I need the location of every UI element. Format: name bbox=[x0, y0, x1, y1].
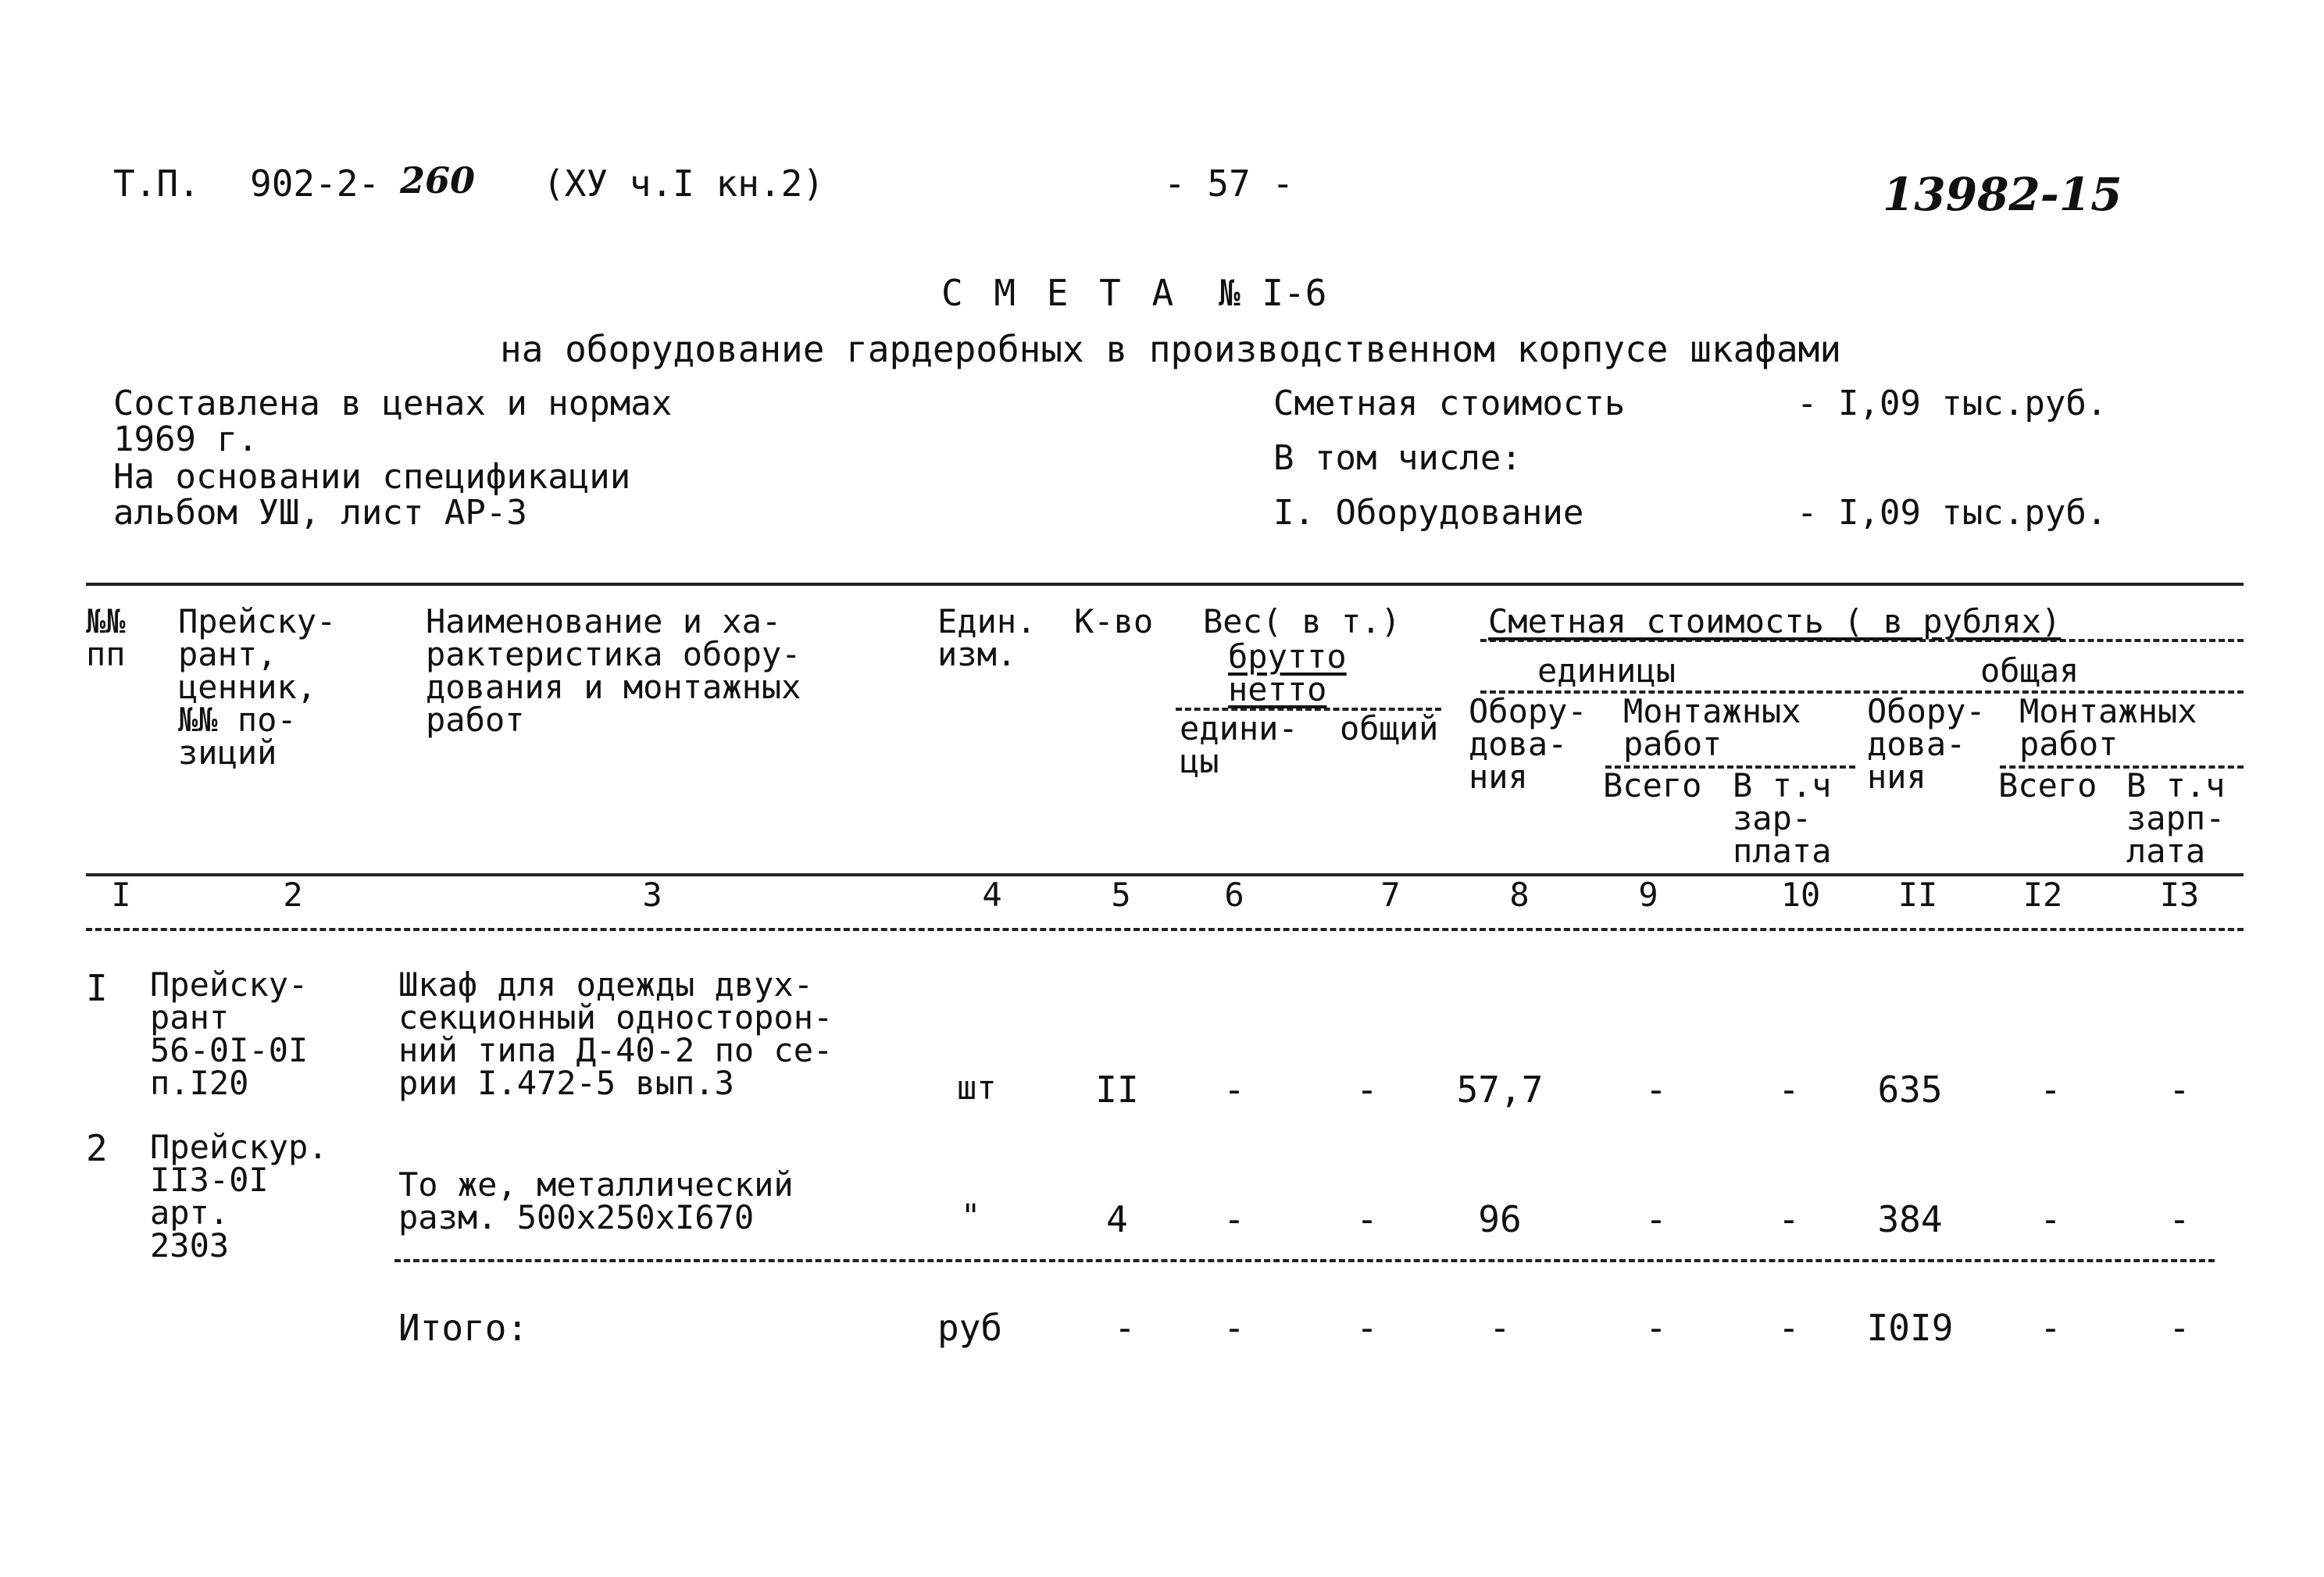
total-label: Итого: bbox=[398, 1307, 529, 1349]
row-number: I bbox=[86, 967, 108, 1009]
basis-line-1: Составлена в ценах и нормах bbox=[113, 384, 673, 423]
header-mount-unit-wage: В т.ч зар- плата bbox=[1733, 766, 1832, 870]
column-number: 7 bbox=[1380, 876, 1401, 914]
estimated-cost-value: - I,09 тыс.руб. bbox=[1797, 384, 2108, 423]
subtotal-rule bbox=[394, 1259, 2215, 1262]
total-equipment-unit: - bbox=[1489, 1307, 1511, 1349]
header-pricelist: Прейску- рант, ценник, №№ по- зиций bbox=[178, 602, 337, 772]
row-mount-total-wage: - bbox=[2169, 1198, 2190, 1240]
tp-handwritten-number: 260 bbox=[400, 159, 476, 202]
total-weight-unit: - bbox=[1223, 1307, 1245, 1349]
tp-number: 902-2- bbox=[250, 162, 380, 205]
header-equipment-total: Обору- дова- ния bbox=[1867, 692, 1986, 796]
including-label: В том числе: bbox=[1273, 438, 1522, 478]
row-mount-total-all: - bbox=[2040, 1069, 2062, 1111]
row-mount-unit-wage: - bbox=[1778, 1198, 1800, 1240]
row-equipment-unit: 96 bbox=[1478, 1198, 1522, 1240]
row-name: Шкаф для одежды двух- секционный односторон- ний типа Д-40-2 по се- рии I.472-5 вып.3 bbox=[398, 965, 834, 1102]
column-numbers-rule bbox=[86, 928, 2244, 931]
header-cost-group: Сметная стоимость ( в рублях) bbox=[1488, 602, 2062, 640]
header-unit: Един. изм. bbox=[937, 602, 1037, 673]
document-subtitle: на оборудование гардеробных в производственном корпусе шкафами bbox=[500, 328, 1842, 370]
row-pricelist: Прейску- рант 56-0I-0I п.I20 bbox=[150, 965, 309, 1102]
column-number: I bbox=[111, 876, 131, 914]
header-weight-total: общий bbox=[1340, 709, 1439, 747]
row-pricelist: Прейскур. II3-0I арт. 2303 bbox=[150, 1128, 328, 1265]
header-mount-total: Монтажных работ bbox=[2019, 692, 2197, 763]
header-mount-unit: Монтажных работ bbox=[1623, 692, 1801, 763]
volume-reference: (ХУ ч.I кн.2) bbox=[543, 162, 825, 205]
total-mount-unit-wage: - bbox=[1778, 1307, 1800, 1349]
row-mount-total-wage: - bbox=[2169, 1069, 2190, 1111]
row-equipment-total: 635 bbox=[1877, 1069, 1943, 1111]
header-weight-unit: едини- цы bbox=[1180, 709, 1298, 780]
row-quantity: 4 bbox=[1106, 1198, 1128, 1240]
row-weight-unit: - bbox=[1223, 1069, 1245, 1111]
total-unit: руб bbox=[937, 1307, 1003, 1349]
column-number: I2 bbox=[2022, 876, 2063, 914]
column-number: 3 bbox=[642, 876, 662, 914]
column-number: 2 bbox=[283, 876, 303, 914]
estimated-cost-label: Сметная стоимость bbox=[1273, 384, 1626, 423]
column-number: 10 bbox=[1780, 876, 1821, 914]
row-number: 2 bbox=[86, 1127, 108, 1169]
header-mount-total-wage: В т.ч зарп- лата bbox=[2126, 766, 2226, 870]
total-quantity: - bbox=[1114, 1307, 1136, 1349]
total-mount-unit-all: - bbox=[1645, 1307, 1667, 1349]
total-equipment-total: I0I9 bbox=[1866, 1307, 1954, 1349]
column-number: 6 bbox=[1224, 876, 1244, 914]
header-weight-gross-net: брутто нетто bbox=[1228, 637, 1347, 708]
row-mount-unit-all: - bbox=[1645, 1198, 1667, 1240]
header-quantity: К-во bbox=[1074, 602, 1154, 640]
row-mount-total-all: - bbox=[2040, 1198, 2062, 1240]
row-equipment-unit: 57,7 bbox=[1456, 1069, 1544, 1111]
row-weight-total: - bbox=[1356, 1069, 1378, 1111]
row-weight-unit: - bbox=[1223, 1198, 1245, 1240]
header-name: Наименование и ха- рактеристика обору- дования и монтажных работ bbox=[426, 602, 801, 739]
column-number: 9 bbox=[1638, 876, 1658, 914]
document-code: 13982-15 bbox=[1883, 168, 2122, 221]
row-weight-total: - bbox=[1356, 1198, 1378, 1240]
header-mount-total-all: Всего bbox=[1998, 766, 2097, 805]
basis-line-4: альбом УШ, лист АР-3 bbox=[113, 493, 527, 533]
header-cost-unit-group: единицы bbox=[1537, 651, 1676, 690]
row-name: То же, металлический разм. 500х250хI670 bbox=[398, 1165, 794, 1236]
header-equipment-unit: Обору- дова- ния bbox=[1469, 692, 1587, 796]
page-number: - 57 - bbox=[1164, 162, 1294, 205]
row-mount-unit-wage: - bbox=[1778, 1069, 1800, 1111]
total-mount-total-wage: - bbox=[2169, 1307, 2190, 1349]
header-cost-total-group: общая bbox=[1980, 651, 2079, 690]
row-equipment-total: 384 bbox=[1877, 1198, 1943, 1240]
row-unit: " bbox=[961, 1197, 981, 1235]
column-number: 4 bbox=[982, 876, 1002, 914]
header-weight-group: Вес( в т.) bbox=[1203, 602, 1401, 640]
row-unit: шт bbox=[957, 1069, 997, 1107]
column-number: 8 bbox=[1509, 876, 1530, 914]
header-mount-unit-all: Всего bbox=[1603, 766, 1702, 805]
equipment-label: I. Оборудование bbox=[1273, 493, 1584, 533]
total-weight-total: - bbox=[1356, 1307, 1378, 1349]
basis-line-3: На основании спецификации bbox=[113, 457, 631, 497]
estimate-number: № I-6 bbox=[1219, 272, 1327, 314]
table-top-rule bbox=[86, 583, 2244, 586]
total-mount-total-all: - bbox=[2040, 1307, 2062, 1349]
column-number: II bbox=[1897, 876, 1938, 914]
column-number: I3 bbox=[2159, 876, 2200, 914]
basis-line-2: 1969 г. bbox=[113, 419, 259, 459]
header-row-number: №№ пп bbox=[86, 602, 126, 673]
column-number: 5 bbox=[1111, 876, 1131, 914]
document-heading: С М Е Т А bbox=[941, 272, 1179, 314]
row-quantity: II bbox=[1095, 1069, 1139, 1111]
tp-prefix: Т.П. bbox=[113, 162, 200, 205]
row-mount-unit-all: - bbox=[1645, 1069, 1667, 1111]
equipment-cost-value: - I,09 тыс.руб. bbox=[1797, 493, 2108, 533]
